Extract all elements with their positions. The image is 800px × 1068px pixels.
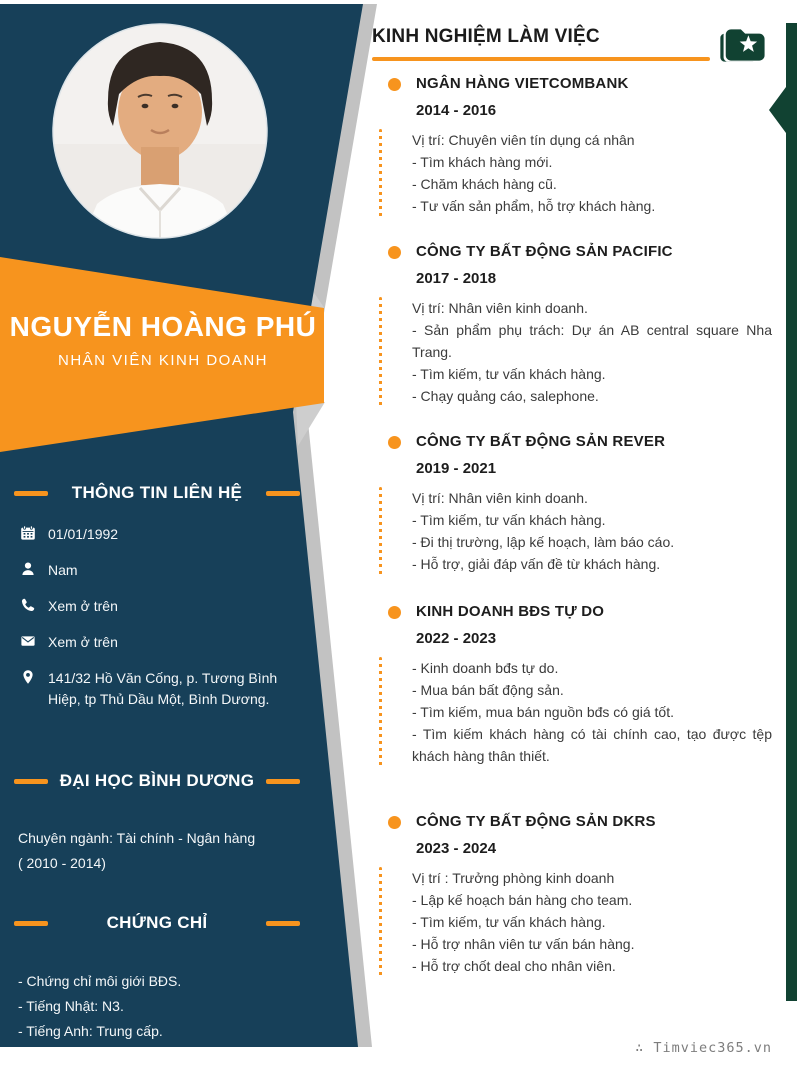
job-duty: - Tìm kiếm, tư vấn khách hàng. xyxy=(412,366,606,382)
bullet-dot xyxy=(388,606,401,619)
certificates-list xyxy=(18,969,298,1044)
dash-left xyxy=(14,779,48,784)
contact-item-phone xyxy=(20,596,282,617)
envelope-icon xyxy=(20,633,36,649)
job-duty: - Tìm khách hàng mới. xyxy=(412,154,553,170)
watermark-brand: ∴ Timviec365.vn xyxy=(635,1040,772,1056)
job-entry xyxy=(372,433,774,575)
profile-photo xyxy=(53,24,267,240)
certificates-section-header xyxy=(14,913,300,933)
location-icon xyxy=(20,669,36,685)
contact-item-email xyxy=(20,632,282,653)
education-section-title: ĐẠI HỌC BÌNH DƯƠNG xyxy=(59,771,255,790)
job-company: NGÂN HÀNG VIETCOMBANK xyxy=(416,75,629,92)
job-entry xyxy=(372,243,774,407)
contact-item-address xyxy=(20,668,282,710)
job-duty: Vị trí: Chuyên viên tín dụng cá nhân xyxy=(412,132,635,148)
job-duty: Vị trí : Trưởng phòng kinh doanh xyxy=(412,870,615,886)
user-icon xyxy=(20,561,36,577)
job-years: 2023 - 2024 xyxy=(416,840,497,857)
job-entry xyxy=(372,603,774,767)
certificate-item: - Tiếng Nhật: N3. xyxy=(18,998,124,1014)
job-duty: - Tìm kiếm khách hàng có tài chính cao, tạo được tệp khách hàng thân thiết. xyxy=(412,726,772,764)
education-years: ( 2010 - 2014) xyxy=(18,855,106,871)
education-section-header xyxy=(14,771,300,791)
job-duty: - Tìm kiếm, tư vấn khách hàng. xyxy=(412,512,606,528)
dotted-line xyxy=(379,297,382,407)
job-duty: - Tìm kiếm, mua bán nguồn bđs có giá tốt. xyxy=(412,704,674,720)
job-company: CÔNG TY BẤT ĐỘNG SẢN DKRS xyxy=(416,813,656,830)
job-duty: - Sản phẩm phụ trách: Dự án AB central square Nha Trang. xyxy=(412,322,772,360)
certificate-item: - Chứng chỉ môi giới BĐS. xyxy=(18,973,182,989)
job-years: 2014 - 2016 xyxy=(416,102,497,119)
certificates-section-title: CHỨNG CHỈ xyxy=(106,913,208,932)
job-duty: - Hỗ trợ chốt deal cho nhân viên. xyxy=(412,958,616,974)
dash-right xyxy=(266,921,300,926)
person-role: NHÂN VIÊN KINH DOANH xyxy=(57,352,269,369)
job-duty: - Kinh doanh bđs tự do. xyxy=(412,660,559,676)
job-duty: - Tư vấn sản phẩm, hỗ trợ khách hàng. xyxy=(412,198,656,214)
job-company: KINH DOANH BĐS TỰ DO xyxy=(416,603,605,620)
job-years: 2022 - 2023 xyxy=(416,630,497,647)
bullet-dot xyxy=(388,436,401,449)
job-duty: - Lập kế hoạch bán hàng cho team. xyxy=(412,892,633,908)
bullet-dot xyxy=(388,816,401,829)
contact-item-gender xyxy=(20,560,282,581)
contact-birthdate: 01/01/1992 xyxy=(48,526,119,542)
contact-section-header xyxy=(14,483,300,503)
dotted-line xyxy=(379,487,382,575)
education-details xyxy=(18,826,298,876)
certificate-item: - Tiếng Anh: Trung cấp. xyxy=(18,1023,163,1039)
dotted-line xyxy=(379,129,382,217)
education-major: Chuyên ngành: Tài chính - Ngân hàng xyxy=(18,830,256,846)
contact-section-title: THÔNG TIN LIÊN HỆ xyxy=(71,483,243,502)
dotted-line xyxy=(379,657,382,767)
job-duty: - Chạy quảng cáo, salephone. xyxy=(412,388,599,404)
experience-title: KINH NGHIỆM LÀM VIỆC xyxy=(372,26,600,47)
dash-right xyxy=(266,779,300,784)
job-company: CÔNG TY BẤT ĐỘNG SẢN REVER xyxy=(416,433,666,450)
contact-email: Xem ở trên xyxy=(48,634,118,650)
dash-left xyxy=(14,921,48,926)
job-duty: - Tìm kiếm, tư vấn khách hàng. xyxy=(412,914,606,930)
contact-item-birthdate xyxy=(20,524,282,545)
ribbon-fold-bottom xyxy=(296,402,325,446)
contact-phone: Xem ở trên xyxy=(48,598,118,614)
dotted-line xyxy=(379,867,382,977)
phone-icon xyxy=(20,597,36,613)
job-years: 2019 - 2021 xyxy=(416,460,497,477)
contact-list xyxy=(20,524,282,710)
dash-right xyxy=(266,491,300,496)
job-duty: Vị trí: Nhân viên kinh doanh. xyxy=(412,300,588,316)
job-entry xyxy=(372,813,774,977)
job-duty: - Hỗ trợ, giải đáp vấn đề từ khách hàng. xyxy=(412,556,661,572)
contact-address: 141/32 Hồ Văn Cống, p. Tương Bình Hiệp, tp Thủ Dầu Một, Bình Dương. xyxy=(48,670,278,707)
calendar-icon xyxy=(20,525,36,541)
title-underline xyxy=(372,57,710,61)
job-duty: - Chăm khách hàng cũ. xyxy=(412,176,557,192)
contact-gender: Nam xyxy=(48,562,78,578)
job-duty: - Mua bán bất động sản. xyxy=(412,682,564,698)
job-company: CÔNG TY BẤT ĐỘNG SẢN PACIFIC xyxy=(416,243,673,260)
bullet-dot xyxy=(388,246,401,259)
dash-left xyxy=(14,491,48,496)
person-name: NGUYỄN HOÀNG PHÚ xyxy=(9,311,317,342)
job-entry xyxy=(372,75,774,217)
job-years: 2017 - 2018 xyxy=(416,270,497,287)
job-duty: - Hỗ trợ nhân viên tư vấn bán hàng. xyxy=(412,936,635,952)
job-duty: - Đi thị trường, lập kế hoạch, làm báo cáo. xyxy=(412,534,675,550)
job-duty: Vị trí: Nhân viên kinh doanh. xyxy=(412,490,588,506)
bullet-dot xyxy=(388,78,401,91)
